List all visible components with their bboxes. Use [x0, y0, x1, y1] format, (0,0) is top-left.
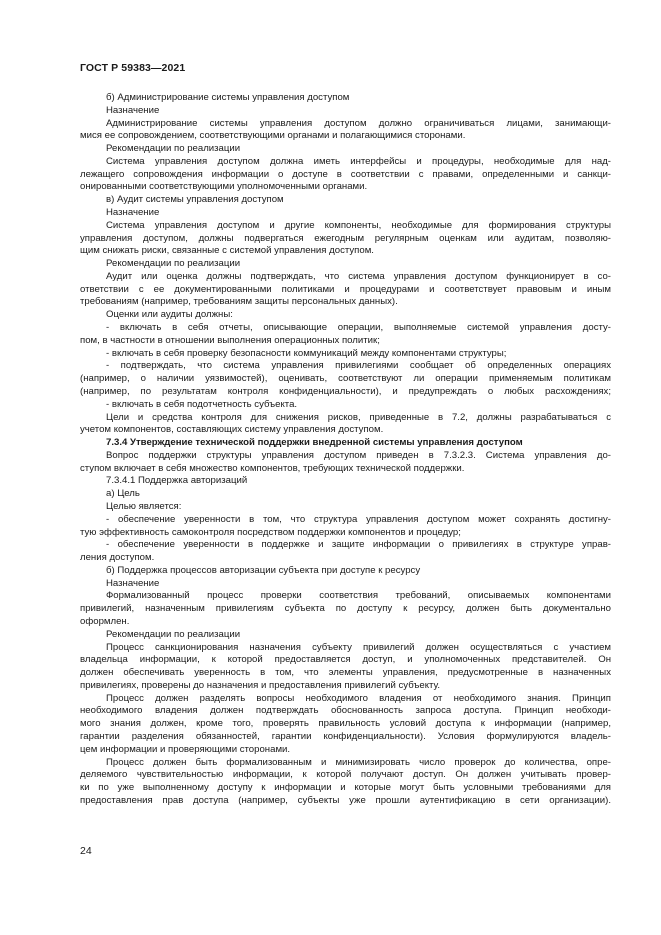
text-line: - включать в себя отчеты, описывающие операции, выполняемые системой управления досту-: [106, 322, 611, 334]
text-line: необходимого владения должен подтверждать обоснованность запроса доступа. Принцип необходи-: [80, 705, 611, 717]
text-line: Формализованный процесс проверки соответствия требований, описываемых компонентами: [106, 590, 611, 602]
text-line: ления доступом.: [80, 552, 155, 564]
text-line: Процесс должен быть формализованным и минимизировать число проверок до количества, опре-: [106, 756, 611, 768]
text-line: в) Аудит системы управления доступом: [106, 194, 284, 206]
text-line: 7.3.4.1 Поддержка авторизаций: [106, 475, 248, 487]
text-line: ки по уже выполненному доступу к информации и которые могут быть условными требованиями для: [80, 782, 611, 794]
text-line: Процесс должен разделять вопросы необходимого владения от необходимого знания. Принцип: [106, 692, 611, 704]
text-line: привилегий, назначенным привилегиям субъекта по доступу к ресурсу, должен быть документально: [80, 603, 611, 615]
text-line: Система управления доступом и другие компоненты, необходимые для формирования структуры: [106, 219, 611, 231]
text-line: ступом включает в себя множество компонентов, требующих технической поддержки.: [80, 462, 465, 474]
text-line: учетом компонентов, составляющих систему управления доступом.: [80, 424, 384, 436]
text-line: б) Поддержка процессов авторизации субъекта при доступе к ресурсу: [106, 564, 421, 576]
text-line: требованиям (например, требованиям защиты персональных данных).: [80, 296, 398, 308]
text-line: Администрирование системы управления доступом должно ограничиваться лицами, занимающи-: [106, 117, 611, 129]
text-line: б) Администрирование системы управления доступом: [106, 92, 350, 103]
text-line: Вопрос поддержки структуры управления доступом приведен в 7.3.2.3. Система управления до-: [106, 449, 611, 461]
page-number: 24: [80, 845, 92, 857]
text-line: владельца информации, к которой предоставляется доступ, и уполномоченных представителей. Он: [80, 654, 611, 666]
text-line: мого знания должен, кроме того, проверять правильность условий доступа к информации (например,: [80, 718, 611, 730]
text-line: гарантии разделения обязанностей, гарантии конфиденциальности). Условия формулируются владель-: [80, 731, 611, 742]
text-line: Оценки или аудиты должны:: [106, 309, 233, 321]
text-line: лежащего сопровождения информации о доступе в соответствии с правами, определенными и санкци-: [80, 168, 611, 180]
document-header: ГОСТ Р 59383—2021: [80, 62, 186, 74]
text-line: Целью является:: [106, 500, 182, 512]
text-line: управления доступом, должны подвергаться ежегодным регулярным оценкам или аудитам, позволяю-: [80, 232, 611, 244]
text-line: - обеспечение уверенности в поддержке и защите информации о привилегиях в структуре управ-: [106, 539, 611, 551]
text-line: Назначение: [106, 104, 160, 116]
text-line: а) Цель: [106, 488, 140, 500]
text-line: Цели и средства контроля для снижения рисков, приведенные в 7.2, должны разрабатываться с: [106, 411, 611, 423]
text-line: Рекомендации по реализации: [106, 258, 241, 270]
text-line: Аудит или оценка должны подтверждать, что система управления доступом функционирует в со-: [106, 270, 611, 282]
text-line: щим снижать риски, связанные с системой управления доступом.: [80, 245, 374, 257]
text-line: 7.3.4 Утверждение технической поддержки внедренной системы управления доступом: [106, 437, 523, 449]
text-line: - обеспечение уверенности в том, что структура управления доступом может сохранять достигну-: [106, 513, 611, 525]
text-line: (например, о наличии уязвимостей), оценивать, соответствуют ли операции применяемым политикам: [80, 373, 611, 385]
text-line: привилегиях, проверены до назначения и предоставления привилегий субъекту.: [80, 679, 441, 691]
text-line: - включать в себя проверку безопасности коммуникаций между компонентами структуры;: [106, 347, 507, 359]
text-line: предоставления прав доступа (например, субъекты уже прошли аутентификацию в сети организации).: [80, 794, 611, 806]
text-line: Процесс санкционирования назначения субъекту привилегий должен осуществляться с участием: [106, 641, 611, 653]
text-line: тую эффективность самоконтроля посредством поддержки компонентов и процедур;: [80, 526, 461, 538]
text-line: ответствии с ее документированными политиками и процедурами и соответствует правовым и иным: [80, 283, 611, 295]
text-line: - включать в себя подотчетность субъекта.: [106, 398, 298, 410]
text-line: онированными соответствующими уполномоченными органами.: [80, 181, 368, 193]
text-line: мися ее сопровождением, соответствующими органами и полагающимися сторонами.: [80, 130, 466, 142]
text-line: Рекомендации по реализации: [106, 628, 241, 640]
text-line: пом, в частности в отношении выполнения операционных политик;: [80, 334, 380, 346]
text-line: Система управления доступом должна иметь интерфейсы и процедуры, необходимые для над-: [106, 155, 611, 167]
text-line: (например, по результатам контроля конфиденциальности), и предупреждать о любых расхождениях;: [80, 385, 611, 397]
text-line: цем информации и проверяющими сторонами.: [80, 743, 291, 755]
text-line: деляемого чувствительностью информации, к которой получают доступ. Он должен учитывать провер-: [80, 769, 611, 781]
text-line: Назначение: [106, 577, 160, 589]
text-line: - подтверждать, что система управления привилегиями сообщает об определенных операциях: [106, 360, 611, 372]
text-line: должен обеспечивать уверенность в том, что элементы управления, предусмотренные в назначенных: [80, 667, 611, 679]
text-line: Рекомендации по реализации: [106, 143, 241, 155]
text-line: Назначение: [106, 207, 160, 219]
text-line: оформлен.: [80, 615, 130, 627]
